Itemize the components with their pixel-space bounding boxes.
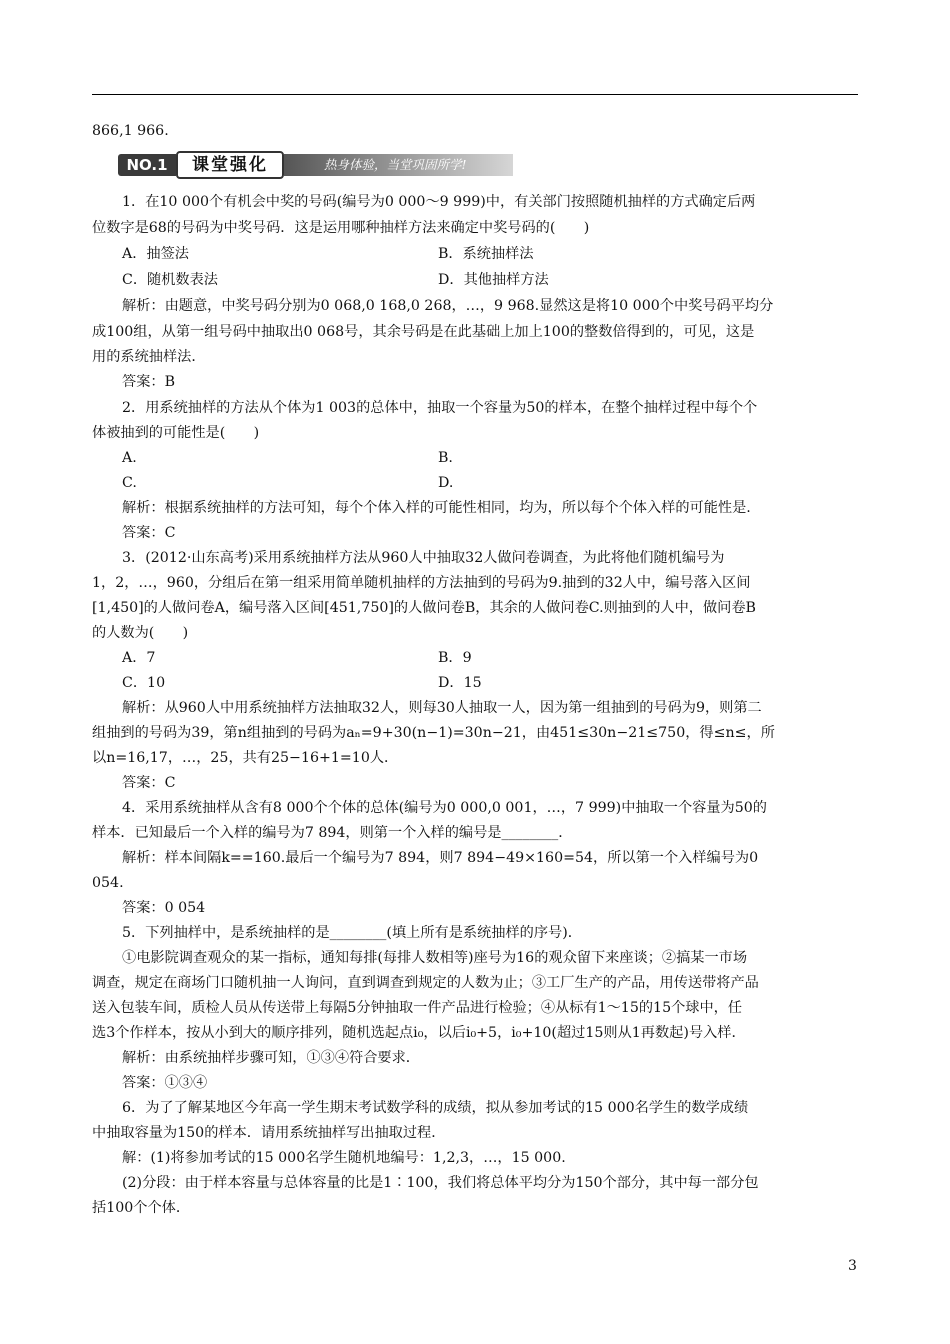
q3-option-a: A．7 — [122, 650, 156, 666]
q4-analysis-2: 054. — [92, 875, 124, 891]
q3-analysis-1: 解析：从960人中用系统抽样方法抽取32人，则每30人抽取一人，因为第一组抽到的号码为9，则第二 — [122, 700, 762, 716]
q1-analysis-2: 成100组，从第一组号码中抽取出0 068号，其余号码是在此基础上加上100的整数倍得到的，可见，这是 — [92, 324, 755, 340]
q2-answer: 答案：C — [122, 525, 176, 541]
q5-analysis-1: 解析：由系统抽样步骤可知，①③④符合要求． — [122, 1050, 420, 1066]
q4-analysis-1: 解析：样本间隔k==160.最后一个编号为7 894，则7 894−49×160=54，所以第一个入样编号为0 — [122, 850, 759, 866]
q6-solution-3: 括100个个体． — [92, 1200, 191, 1216]
q3-option-d: D．15 — [438, 675, 482, 691]
page-number: 3 — [848, 1258, 857, 1274]
q3-line4: 的人数为( ) — [92, 625, 189, 641]
q5-line2: ①电影院调查观众的某一指标，通知每排(每排人数相等)座号为16的观众留下来座谈；②搞某一市场 — [122, 950, 748, 966]
q5-line5: 选3个作样本，按从小到大的顺序排列，随机选起点i₀，以后i₀+5，i₀+10(超过15则从1再数起)号入样． — [92, 1025, 746, 1041]
q5-line3: 调查，规定在商场门口随机抽一人询问，直到调查到规定的人数为止；③工厂生产的产品，用传送带将产品 — [92, 975, 759, 991]
q2-analysis-1: 解析：根据系统抽样的方法可知，每个个体入样的可能性相同，均为，所以每个个体入样的可能性是. — [122, 500, 751, 516]
q1-option-a: A．抽签法 — [122, 246, 189, 262]
section-banner — [118, 151, 513, 179]
q2-option-c: C. — [122, 475, 137, 491]
banner-number: NO.1 — [118, 154, 176, 176]
q3-option-b: B．9 — [438, 650, 472, 666]
q2-option-a: A. — [122, 450, 137, 466]
q1-option-b: B．系统抽样法 — [438, 246, 534, 262]
q1-answer: 答案：B — [122, 374, 175, 390]
q3-option-c: C．10 — [122, 675, 166, 691]
q2-line2: 体被抽到的可能性是( ) — [92, 425, 260, 441]
q5-line4: 送入包装车间，质检人员从传送带上每隔5分钟抽取一件产品进行检验；④从标有1～15的15个球中，任 — [92, 1000, 743, 1016]
q5-answer: 答案：①③④ — [122, 1075, 208, 1091]
q1-analysis-3: 用的系统抽样法． — [92, 349, 206, 365]
carryover-text: 866,1 966. — [92, 123, 169, 139]
q2-option-b: B. — [438, 450, 453, 466]
q2-line1: 2．用系统抽样的方法从个体为1 003的总体中，抽取一个容量为50的样本，在整个抽样过程中每个个 — [122, 400, 758, 416]
q3-line1: 3．(2012·山东高考)采用系统抽样方法从960人中抽取32人做问卷调查，为此将他们随机编号为 — [122, 550, 725, 566]
banner-subtitle: 热身体验，当堂巩固所学! — [284, 154, 513, 176]
q3-line3: [1,450]的人做问卷A，编号落入区间[451,750]的人做问卷B，其余的人做问卷C.则抽到的人中，做问卷B — [92, 600, 756, 616]
q1-option-d: D．其他抽样方法 — [438, 272, 549, 288]
q1-option-c: C．随机数表法 — [122, 272, 218, 288]
q5-line1: 5．下列抽样中，是系统抽样的是________(填上所有是系统抽样的序号)． — [122, 925, 582, 941]
q6-line2: 中抽取容量为150的样本．请用系统抽样写出抽取过程． — [92, 1125, 446, 1141]
q1-analysis-1: 解析：由题意，中奖号码分别为0 068,0 168,0 268，…，9 968.显然这是将10 000个中奖号码平均分 — [122, 298, 774, 314]
q6-solution-1: 解：(1)将参加考试的15 000名学生随机地编号：1,2,3，…，15 000. — [122, 1150, 566, 1166]
banner-title: 课堂强化 — [176, 151, 284, 179]
q3-line2: 1，2，…，960，分组后在第一组采用简单随机抽样的方法抽到的号码为9.抽到的32人中，编号落入区间 — [92, 575, 751, 591]
q3-analysis-3: 以n=16,17，…，25，共有25−16+1=10人． — [92, 750, 399, 766]
q1-line2: 位数字是68的号码为中奖号码．这是运用哪种抽样方法来确定中奖号码的( ) — [92, 220, 590, 236]
header-rule — [92, 94, 858, 95]
q4-line1: 4．采用系统抽样从含有8 000个个体的总体(编号为0 000,0 001，…，7 999)中抽取一个容量为50的 — [122, 800, 767, 816]
q4-line2: 样本．已知最后一个入样的编号为7 894，则第一个入样的编号是________． — [92, 825, 573, 841]
q1-line1: 1．在10 000个有机会中奖的号码(编号为0 000～9 999)中，有关部门按照随机抽样的方式确定后两 — [122, 194, 756, 210]
q3-answer: 答案：C — [122, 775, 176, 791]
q2-option-d: D. — [438, 475, 454, 491]
q4-answer: 答案：0 054 — [122, 900, 206, 916]
q6-line1: 6．为了了解某地区今年高一学生期末考试数学科的成绩，拟从参加考试的15 000名学生的数学成绩 — [122, 1100, 749, 1116]
q3-analysis-2: 组抽到的号码为39，第n组抽到的号码为aₙ=9+30(n−1)=30n−21，由451≤30n−21≤750，得≤n≤，所 — [92, 725, 775, 741]
q6-solution-2: (2)分段：由于样本容量与总体容量的比是1∶100，我们将总体平均分为150个部分，其中每一部分包 — [122, 1175, 759, 1191]
